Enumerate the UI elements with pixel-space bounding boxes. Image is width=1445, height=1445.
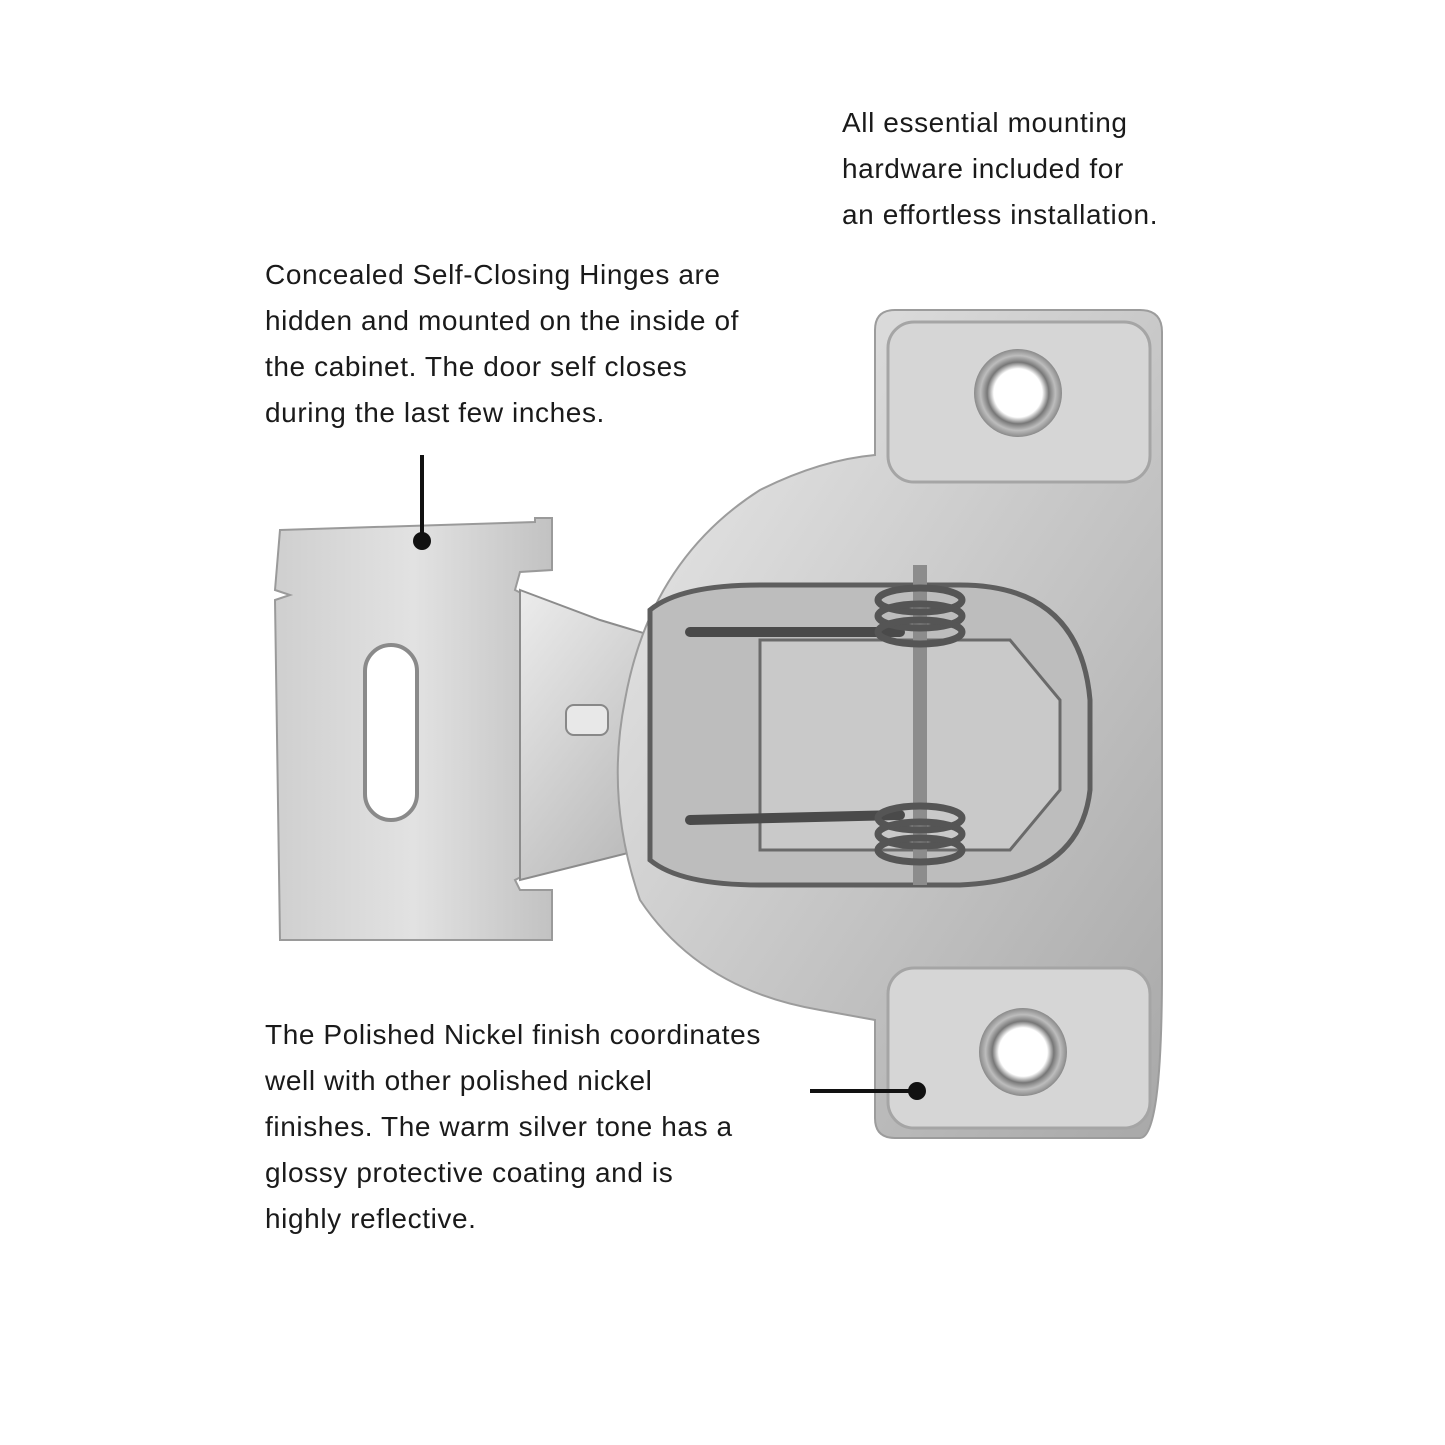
callout-hardware bbox=[842, 100, 1158, 238]
mounting-plate bbox=[275, 518, 552, 940]
callout-line: The Polished Nickel finish coordinates bbox=[265, 1019, 761, 1050]
callout-line: well with other polished nickel bbox=[265, 1065, 653, 1096]
bottom-screw-hole bbox=[979, 1008, 1067, 1096]
callout-line: highly reflective. bbox=[265, 1203, 477, 1234]
callout-line: glossy protective coating and is bbox=[265, 1157, 674, 1188]
callout-line: during the last few inches. bbox=[265, 397, 605, 428]
callout-line: the cabinet. The door self closes bbox=[265, 351, 688, 382]
callout-concealed-hinges bbox=[265, 252, 739, 436]
callout-line: All essential mounting bbox=[842, 107, 1128, 138]
slot-hole bbox=[365, 645, 417, 820]
callout-polished-nickel-finish bbox=[265, 1012, 761, 1242]
top-screw-hole bbox=[974, 349, 1062, 437]
callout-line: Concealed Self-Closing Hinges are bbox=[265, 259, 721, 290]
callout-line: finishes. The warm silver tone has a bbox=[265, 1111, 733, 1142]
callout-line: an effortless installation. bbox=[842, 199, 1159, 230]
callout-line: hardware included for bbox=[842, 153, 1124, 184]
callout-line: hidden and mounted on the inside of bbox=[265, 305, 740, 336]
leader-concealed bbox=[413, 455, 431, 550]
